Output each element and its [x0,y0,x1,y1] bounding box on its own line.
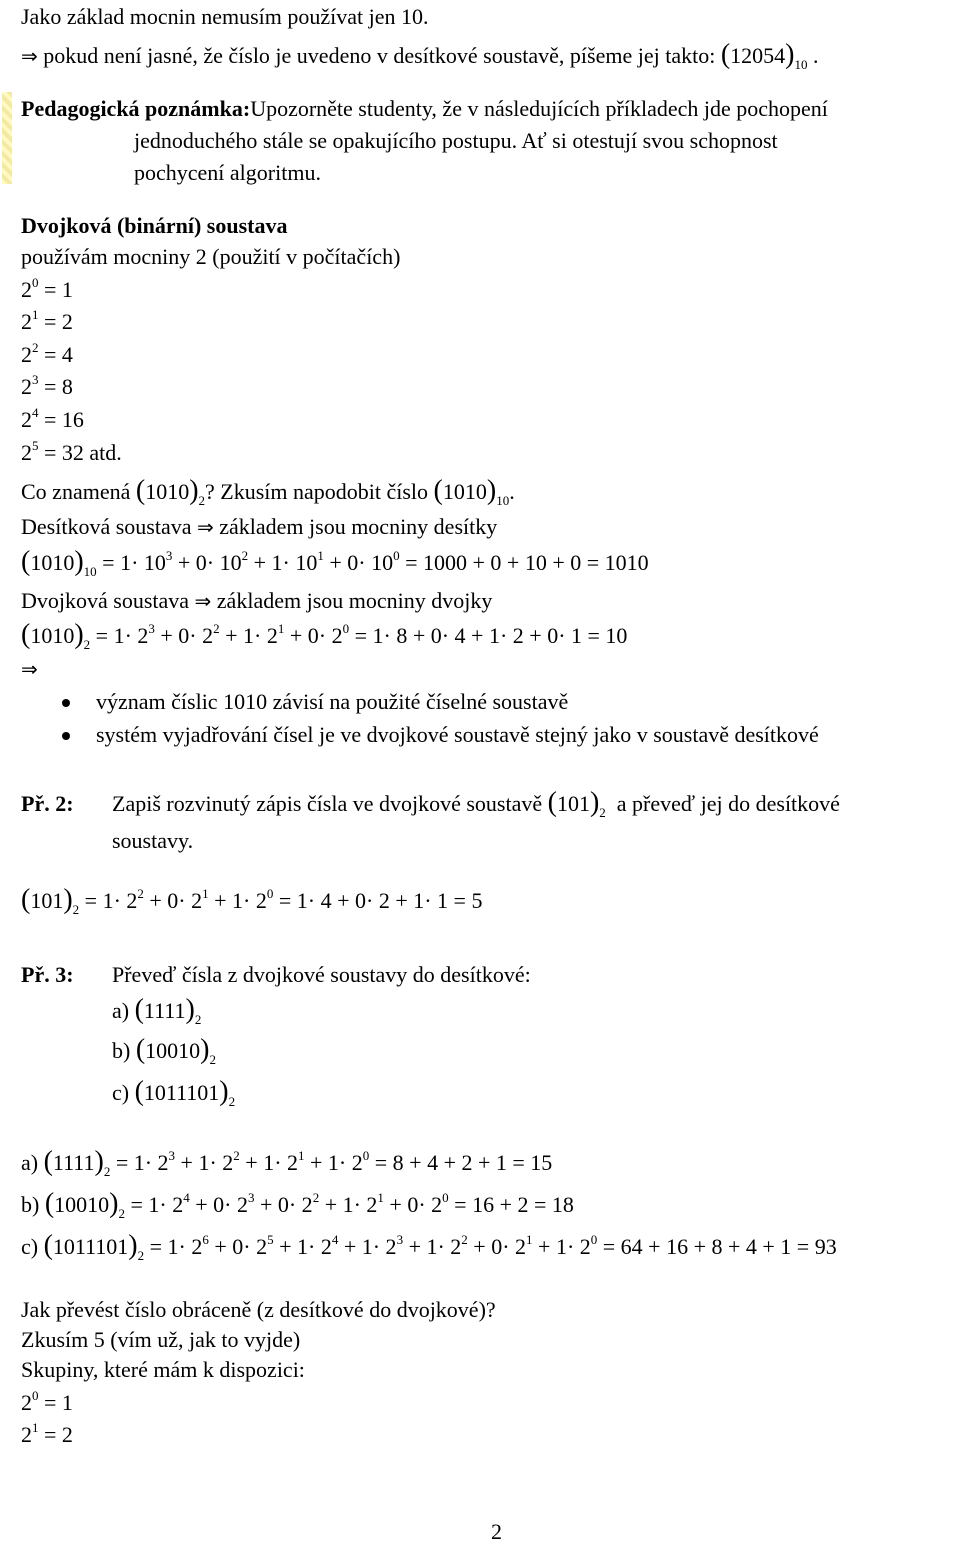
conclusion-arrow [21,656,38,682]
example-2-task-cont: soustavy. [112,828,194,853]
bullet-item: systém vyjadřování čísel je ve dvojkové soustavě stejný jako v soustavě desítkové [96,722,819,747]
bullet-item: význam číslic 1010 závisí na použité číselné soustavě [96,689,569,714]
decimal-expansion: $(1010)_{10} = 1\cdot 10^3 + 0\cdot 10^2 + 1\cdot 10^1 + 0\cdot 10^0 = 1000 + 0 + 10 + 0 = 1010$ [21,546,649,579]
example-3-label: Př. 3: [21,962,74,987]
note-line-1 [21,96,828,122]
binary-expansion: $(1010)_2 = 1\cdot 2^3 + 0\cdot 2^2 + 1\cdot 2^1 + 0\cdot 2^0 = 1\cdot 8 + 0\cdot 4 + 1\cdot 2 + 0\cdot 1 = 10$ [21,619,628,652]
example-3-item: b) $(10010)_2$ [112,1034,216,1067]
outro-line-2: Zkusím 5 (vím už, jak to vyjde) [21,1327,301,1352]
intro-line-1: Jako základ mocnin nemusím používat jen 10. [21,4,429,29]
example-2-solution: $(101)_2 = 1\cdot 2^2 + 0\cdot 2^1 + 1\cdot 2^0 = 1\cdot 4 + 0\cdot 2 + 1\cdot 1 = 5$ [21,884,483,917]
power-row: $2^3 = 8$ [21,372,73,399]
implies-arrow-icon: ⇒ [196,515,214,539]
outro-power-row: $2^0 = 1$ [21,1388,73,1415]
example-3-task: Převeď čísla z dvojkové soustavy do desítkové: [112,962,531,987]
implies-arrow-icon: ⇒ [194,589,212,613]
intro-line-2: ⇒ pokud není jasné, že číslo je uvedeno v desítkové soustavě, píšeme jej takto: $(12054)_{10}$ . [21,39,819,72]
intro-number: 12054 [730,43,786,68]
example-3-solution-a: a) $(1111)_2 = 1\cdot 2^3 + 1\cdot 2^2 + 1\cdot 2^1 + 1\cdot 2^0 = 8 + 4 + 2 + 1 = 15$ [21,1146,553,1179]
power-row: $2^5 = 32$ atd. [21,438,122,465]
example-3-solution-c: c) $(1011101)_2 = 1\cdot 2^6 + 0\cdot 2^5 + 1\cdot 2^4 + 1\cdot 2^3 + 1\cdot 2^2 + 0\cdot 2^1 + 1\cdot 2^0 = 64 + 16 + 8 + 4 + 1 = 93$ [21,1230,837,1263]
intro-text: pokud není jasné, že číslo je uvedeno v desítkové soustavě, píšeme jej takto: [43,43,716,68]
binary-subheading: používám mocniny 2 (použití v počítačích) [21,244,401,269]
example-3-item: a) $(1111)_2$ [112,994,202,1027]
example-3-item: c) $(1011101)_2$ [112,1076,236,1109]
outro-power-row: $2^1 = 2$ [21,1420,73,1447]
outro-line-3: Skupiny, které mám k dispozici: [21,1357,305,1382]
binary-question: Co znamená $(1010)_2$? Zkusím napodobit číslo $(1010)_{10}$. [21,475,515,508]
power-row: $2^1 = 2$ [21,307,73,334]
intro-base: 10 [794,57,808,72]
note-text-1: Upozorněte studenty, že v následujících příkladech jde pochopení [250,96,828,121]
binary-system-line: Dvojková soustava ⇒ základem jsou mocniny dvojky [21,588,493,613]
power-row: $2^4 = 16$ [21,405,84,432]
example-3-solution-b: b) $(10010)_2 = 1\cdot 2^4 + 0\cdot 2^3 + 0\cdot 2^2 + 1\cdot 2^1 + 0\cdot 2^0 = 16 + 2 = 18$ [21,1188,574,1221]
decimal-system-line: Desítková soustava ⇒ základem jsou mocniny desítky [21,514,498,539]
note-marker [2,92,12,184]
binary-heading: Dvojková (binární) soustava [21,213,288,238]
implies-arrow-icon: ⇒ [21,657,38,681]
note-label: Pedagogická poznámka: [21,96,251,121]
implies-arrow-icon: ⇒ [21,44,38,68]
bullet-icon [62,699,70,707]
bullet-icon [62,732,70,740]
power-row: $2^0 = 1$ [21,275,73,302]
power-row: $2^2 = 4$ [21,340,73,367]
example-2-label: Př. 2: [21,791,74,816]
outro-line-1: Jak převést číslo obráceně (z desítkové do dvojkové)? [21,1297,496,1322]
example-2-task: Zapiš rozvinutý zápis čísla ve dvojkové soustavě $(101)_2$ a převeď jej do desítkové [112,787,840,820]
note-line-3: pochycení algoritmu. [134,160,321,185]
note-line-2: jednoduchého stále se opakujícího postupu. Ať si otestují svou schopnost [134,128,778,153]
page-number: 2 [491,1519,502,1544]
